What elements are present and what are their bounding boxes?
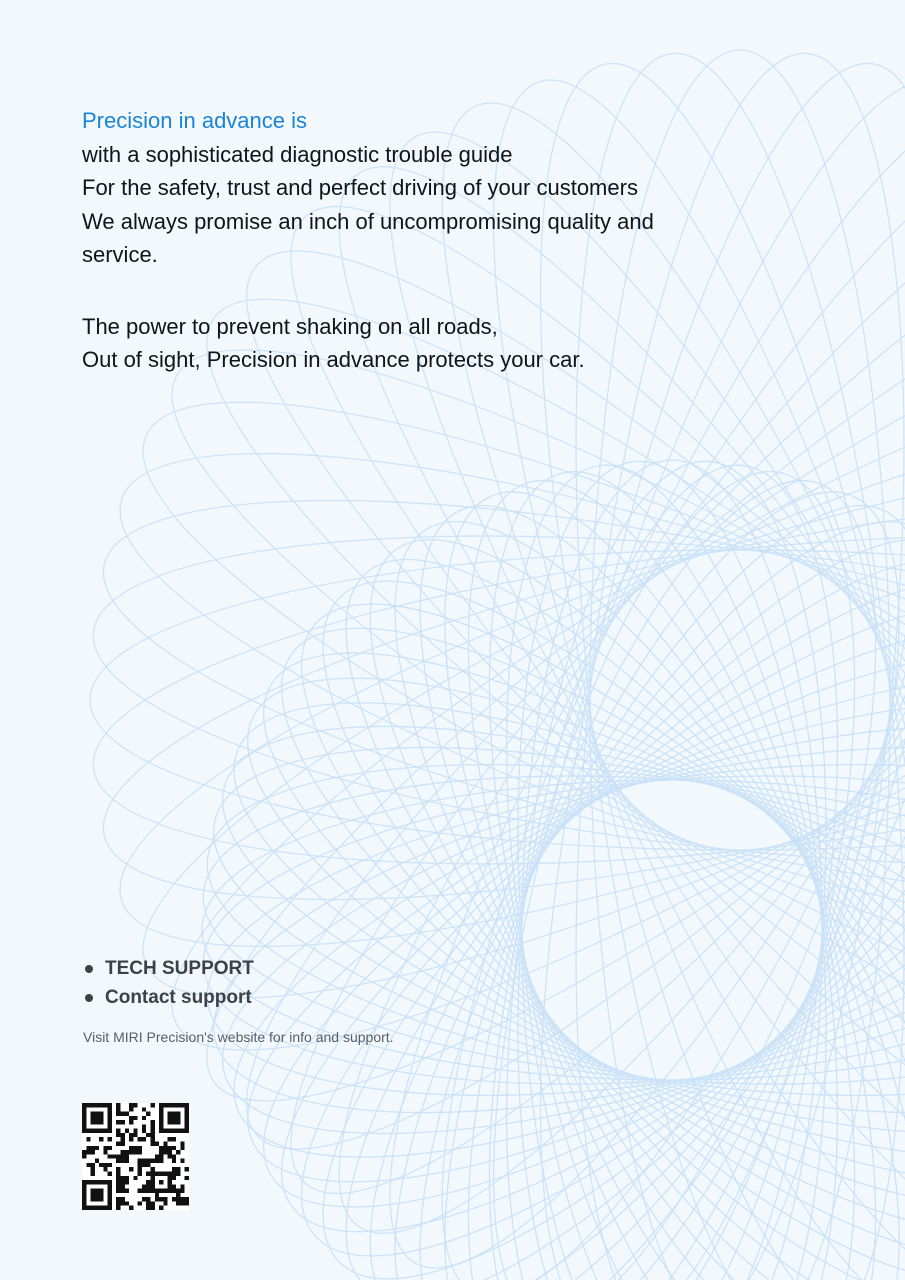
support-section: [82, 954, 502, 1045]
intro-line: Out of sight, Precision in advance protects your car.: [82, 347, 585, 372]
support-note: Visit MIRI Precision's website for info and support.: [83, 1029, 394, 1045]
headline: Precision in advance is: [82, 108, 308, 133]
intro-line: For the safety, trust and perfect driving of your customers: [82, 175, 638, 200]
support-list: [82, 954, 502, 1012]
contact-support-link[interactable]: Contact support: [82, 983, 502, 1012]
intro-line: with a sophisticated diagnostic trouble guide: [82, 141, 513, 167]
intro-line: The power to prevent shaking on all roads,: [82, 313, 498, 339]
tech-support-link[interactable]: TECH SUPPORT: [82, 954, 502, 983]
intro-text: [82, 104, 722, 377]
intro-line: We always promise an inch of uncompromising quality and service.: [82, 208, 654, 267]
paragraph-gap: [82, 272, 722, 310]
qr-code-icon[interactable]: [82, 1103, 189, 1210]
